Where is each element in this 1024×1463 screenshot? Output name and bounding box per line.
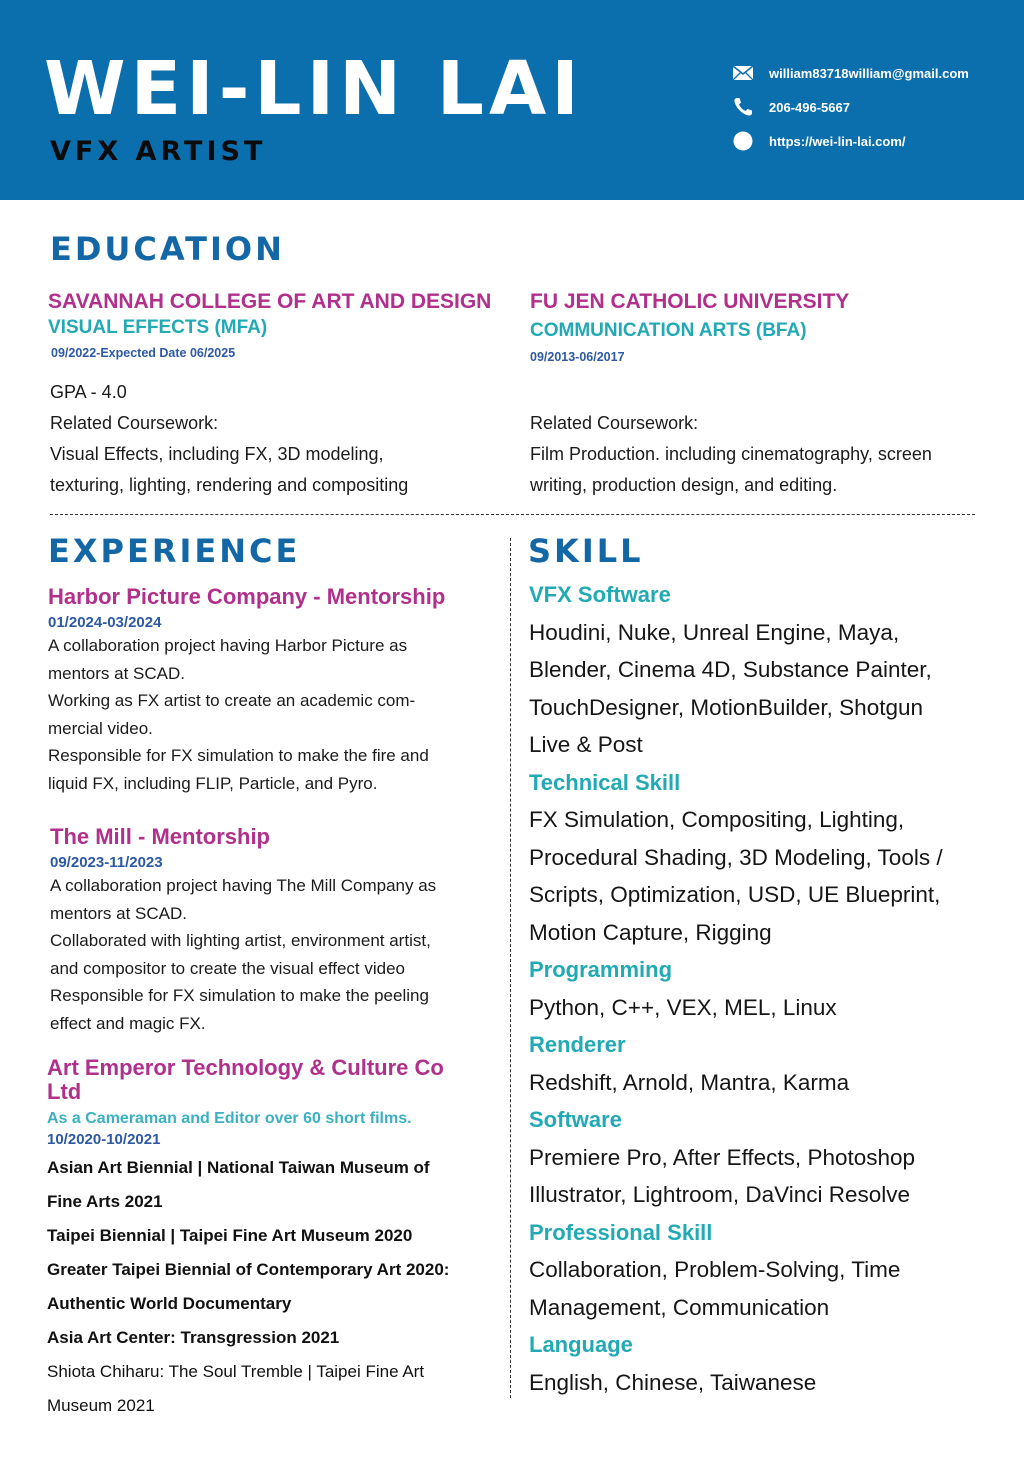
skill-group-software [529, 1101, 989, 1214]
job-title: VFX ARTIST [50, 136, 267, 167]
experience-entry-mill [50, 825, 500, 1037]
contact-email-row[interactable] [733, 56, 969, 90]
exhibit-line: Shiota Chiharu: The Soul Tremble | Taipei Fine Art [47, 1362, 425, 1381]
contact-phone-row[interactable] [733, 90, 969, 124]
exhibit-list [47, 1151, 497, 1423]
skill-list [529, 576, 989, 1401]
education-entry-fujen [530, 290, 990, 364]
description-line: A collaboration project having Harbor Picture as [48, 636, 408, 655]
description-line: effect and magic FX. [50, 1013, 206, 1033]
description-line: and compositor to create the visual effect video [50, 958, 405, 978]
education-heading: EDUCATION [50, 230, 285, 268]
header-banner [0, 0, 1024, 200]
job-description [50, 872, 500, 1037]
horizontal-divider [50, 514, 975, 515]
description-line: Responsible for FX simulation to make the peeling [50, 986, 429, 1005]
contact-info [733, 56, 969, 158]
experience-entry-art-emperor [47, 1056, 497, 1423]
skill-line: Procedural Shading, 3D Modeling, Tools / [529, 844, 943, 870]
contact-phone[interactable]: 206-496-5667 [769, 99, 850, 115]
contact-website[interactable]: https://wei-lin-lai.com/ [769, 133, 906, 149]
contact-website-row[interactable] [733, 124, 969, 158]
skill-group-heading: VFX Software [529, 582, 671, 607]
education-dates: 09/2022-Expected Date 06/2025 [51, 346, 236, 360]
company-name: Harbor Picture Company - Mentorship [48, 584, 446, 609]
company-name-line: Art Emperor Technology & Culture Co [47, 1055, 444, 1080]
skill-line: Premiere Pro, After Effects, Photoshop [529, 1144, 916, 1170]
school-name: SAVANNAH COLLEGE OF ART AND DESIGN [48, 290, 492, 313]
person-name: WEI-LIN LAI [44, 46, 584, 132]
degree: VISUAL EFFECTS (MFA) [48, 317, 268, 338]
description-line: Responsible for FX simulation to make the fire and [48, 746, 429, 765]
skill-group-renderer [529, 1026, 989, 1101]
skill-group-language [529, 1326, 989, 1401]
company-name-line: Ltd [47, 1079, 82, 1104]
skill-line: Blender, Cinema 4D, Substance Painter, [529, 657, 932, 682]
description-line: A collaboration project having The Mill Company as [50, 876, 437, 895]
exhibit-line: Fine Arts 2021 [47, 1192, 163, 1211]
skill-line: English, Chinese, Taiwanese [529, 1369, 817, 1395]
skill-group-professional [529, 1214, 989, 1327]
job-role: As a Cameraman and Editor over 60 short films. [47, 1110, 412, 1127]
education-entry-scad [48, 290, 518, 360]
gpa: GPA - 4.0 [50, 382, 127, 402]
coursework-label: Related Coursework: [50, 413, 219, 433]
experience-entry-harbor [48, 585, 498, 797]
skill-group-programming [529, 951, 989, 1026]
skill-line: FX Simulation, Compositing, Lighting, [529, 807, 905, 832]
company-name: The Mill - Mentorship [50, 824, 270, 849]
phone-icon [733, 97, 753, 117]
skill-line: Scripts, Optimization, USD, UE Blueprint, [529, 882, 941, 907]
skill-line: Management, Communication [529, 1294, 830, 1320]
skill-line: Collaboration, Problem-Solving, Time [529, 1257, 901, 1282]
skill-group-heading: Renderer [529, 1032, 626, 1057]
skill-line: Motion Capture, Rigging [529, 919, 772, 945]
description-line: mentors at SCAD. [48, 663, 185, 683]
skill-line: Live & Post [529, 732, 643, 757]
skill-group-heading: Technical Skill [529, 769, 681, 795]
vertical-divider [510, 538, 511, 1398]
job-description [48, 632, 498, 797]
exhibit-line: Asian Art Biennial | National Taiwan Museum of [47, 1158, 430, 1177]
job-dates: 10/2020-10/2021 [47, 1131, 161, 1148]
skill-line: Illustrator, Lightroom, DaVinci Resolve [529, 1182, 911, 1207]
description-line: mercial video. [48, 718, 153, 738]
exhibit-line: Asia Art Center: Transgression 2021 [47, 1328, 340, 1347]
globe-icon [733, 131, 753, 151]
education-details-fujen [530, 408, 990, 501]
description-line: mentors at SCAD. [50, 903, 187, 923]
contact-email[interactable]: william83718william@gmail.com [769, 65, 969, 81]
skill-heading: SKILL [528, 532, 644, 570]
education-details-scad [50, 377, 520, 501]
exhibit-line: Authentic World Documentary [47, 1294, 292, 1313]
degree: COMMUNICATION ARTS (BFA) [530, 320, 807, 341]
coursework-line: Film Production. including cinematography, screen [530, 444, 932, 464]
skill-group-heading: Software [529, 1107, 622, 1132]
coursework-line: Visual Effects, including FX, 3D modeling, [50, 444, 384, 464]
exhibit-line: Greater Taipei Biennial of Contemporary Art 2020: [47, 1260, 450, 1279]
skill-line: TouchDesigner, MotionBuilder, Shotgun [529, 694, 924, 720]
coursework-line: texturing, lighting, rendering and compositing [50, 475, 409, 495]
job-dates: 09/2023-11/2023 [50, 854, 163, 871]
skill-line: Python, C++, VEX, MEL, Linux [529, 994, 837, 1020]
school-name: FU JEN CATHOLIC UNIVERSITY [530, 290, 850, 313]
description-line: Collaborated with lighting artist, environment artist, [50, 931, 431, 950]
skill-group-heading: Programming [529, 957, 673, 982]
exhibit-line: Museum 2021 [47, 1396, 155, 1415]
coursework-line: writing, production design, and editing. [530, 475, 838, 495]
skill-group-heading: Professional Skill [529, 1219, 713, 1245]
skill-group-technical [529, 764, 989, 952]
job-dates: 01/2024-03/2024 [48, 614, 162, 631]
description-line: Working as FX artist to create an academic com- [48, 691, 416, 710]
company-name [47, 1056, 497, 1104]
skill-group-heading: Language [529, 1332, 633, 1357]
education-dates: 09/2013-06/2017 [530, 350, 625, 364]
experience-heading: EXPERIENCE [48, 532, 301, 570]
skill-group-vfx-software [529, 576, 989, 764]
skill-line: Redshift, Arnold, Mantra, Karma [529, 1069, 850, 1095]
exhibit-line: Taipei Biennial | Taipei Fine Art Museum 2020 [47, 1226, 413, 1245]
coursework-label: Related Coursework: [530, 413, 699, 433]
skill-line: Houdini, Nuke, Unreal Engine, Maya, [529, 619, 900, 645]
mail-icon [733, 63, 753, 83]
description-line: liquid FX, including FLIP, Particle, and Pyro. [48, 773, 378, 793]
